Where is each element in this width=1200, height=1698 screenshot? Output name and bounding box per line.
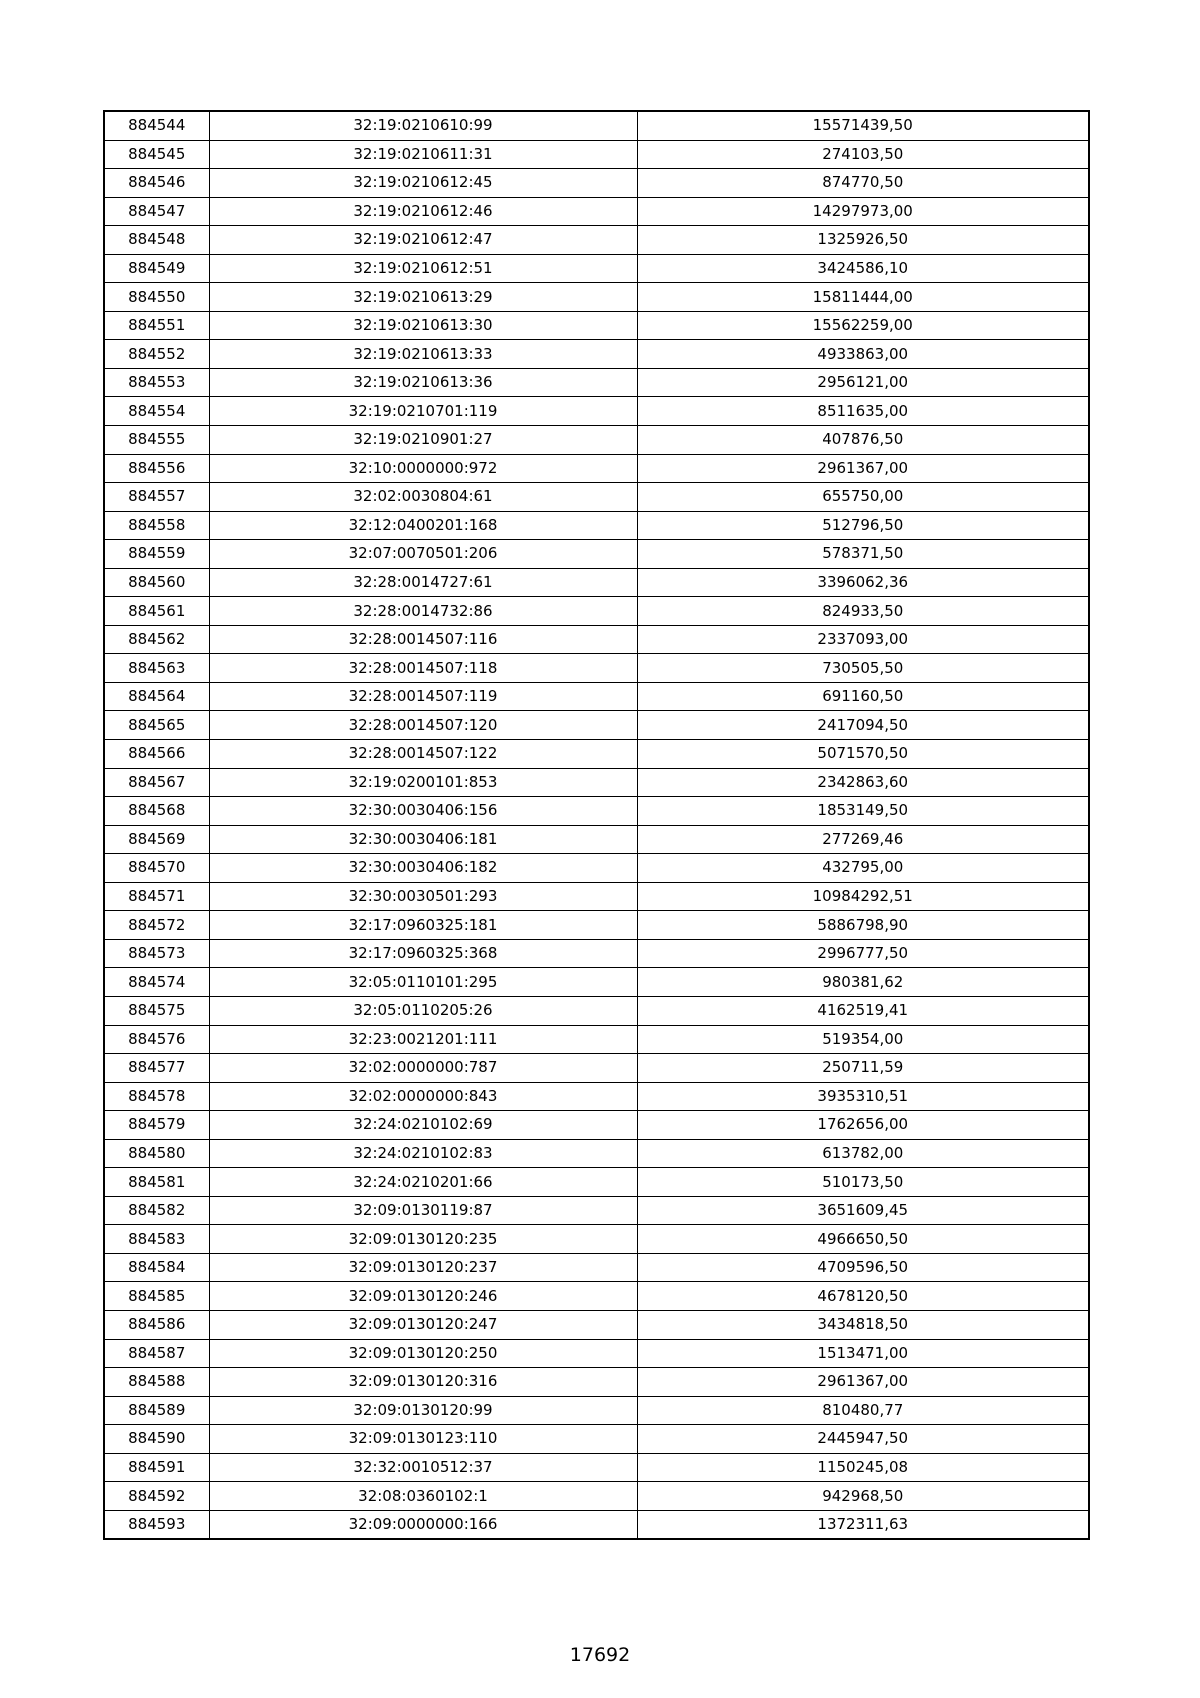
row-number-cell: 884592 xyxy=(104,1482,209,1511)
table-row xyxy=(104,283,1089,312)
row-number-cell: 884550 xyxy=(104,283,209,312)
cadastral-number-cell: 32:12:0400201:168 xyxy=(209,511,637,540)
cadastral-number-cell: 32:28:0014732:86 xyxy=(209,597,637,626)
row-number-cell: 884575 xyxy=(104,996,209,1025)
cadastral-value-cell: 432795,00 xyxy=(637,854,1089,883)
cadastral-value-cell: 519354,00 xyxy=(637,1025,1089,1054)
cadastral-number-cell: 32:19:0210613:29 xyxy=(209,283,637,312)
cadastral-value-cell: 2961367,00 xyxy=(637,1368,1089,1397)
cadastral-number-cell: 32:24:0210102:83 xyxy=(209,1139,637,1168)
table-row xyxy=(104,1082,1089,1111)
table-row xyxy=(104,511,1089,540)
cadastral-number-cell: 32:09:0130123:110 xyxy=(209,1425,637,1454)
cadastral-value-cell: 4162519,41 xyxy=(637,996,1089,1025)
cadastral-number-cell: 32:30:0030406:182 xyxy=(209,854,637,883)
row-number-cell: 884546 xyxy=(104,169,209,198)
cadastral-number-cell: 32:09:0000000:166 xyxy=(209,1510,637,1539)
cadastral-number-cell: 32:19:0210611:31 xyxy=(209,140,637,169)
row-number-cell: 884573 xyxy=(104,939,209,968)
row-number-cell: 884571 xyxy=(104,882,209,911)
cadastral-value-cell: 1853149,50 xyxy=(637,797,1089,826)
cadastral-number-cell: 32:09:0130120:250 xyxy=(209,1339,637,1368)
cadastral-number-cell: 32:24:0210102:69 xyxy=(209,1111,637,1140)
row-number-cell: 884586 xyxy=(104,1310,209,1339)
cadastral-number-cell: 32:28:0014507:116 xyxy=(209,625,637,654)
table-row xyxy=(104,568,1089,597)
table-row xyxy=(104,682,1089,711)
table-row xyxy=(104,483,1089,512)
table-row xyxy=(104,996,1089,1025)
cadastral-value-table xyxy=(103,110,1090,1540)
cadastral-number-cell: 32:30:0030406:181 xyxy=(209,825,637,854)
table-row xyxy=(104,797,1089,826)
row-number-cell: 884572 xyxy=(104,911,209,940)
table-row xyxy=(104,740,1089,769)
row-number-cell: 884576 xyxy=(104,1025,209,1054)
row-number-cell: 884579 xyxy=(104,1111,209,1140)
table-row xyxy=(104,1310,1089,1339)
row-number-cell: 884552 xyxy=(104,340,209,369)
cadastral-value-cell: 512796,50 xyxy=(637,511,1089,540)
table-row xyxy=(104,939,1089,968)
table-row xyxy=(104,854,1089,883)
table-row xyxy=(104,1510,1089,1539)
table-row xyxy=(104,226,1089,255)
table-row xyxy=(104,711,1089,740)
cadastral-value-cell: 3424586,10 xyxy=(637,254,1089,283)
table-row xyxy=(104,825,1089,854)
row-number-cell: 884547 xyxy=(104,197,209,226)
cadastral-value-cell: 613782,00 xyxy=(637,1139,1089,1168)
row-number-cell: 884553 xyxy=(104,368,209,397)
table-row xyxy=(104,368,1089,397)
table-row xyxy=(104,540,1089,569)
cadastral-number-cell: 32:19:0210612:47 xyxy=(209,226,637,255)
cadastral-value-cell: 2337093,00 xyxy=(637,625,1089,654)
cadastral-value-cell: 2445947,50 xyxy=(637,1425,1089,1454)
cadastral-number-cell: 32:02:0000000:787 xyxy=(209,1054,637,1083)
table-row xyxy=(104,597,1089,626)
row-number-cell: 884577 xyxy=(104,1054,209,1083)
table-row xyxy=(104,397,1089,426)
cadastral-number-cell: 32:19:0200101:853 xyxy=(209,768,637,797)
cadastral-value-cell: 1513471,00 xyxy=(637,1339,1089,1368)
cadastral-value-cell: 691160,50 xyxy=(637,682,1089,711)
table-body xyxy=(104,111,1089,1539)
row-number-cell: 884585 xyxy=(104,1282,209,1311)
cadastral-number-cell: 32:09:0130120:247 xyxy=(209,1310,637,1339)
table-row xyxy=(104,1425,1089,1454)
table-row xyxy=(104,1196,1089,1225)
table-row xyxy=(104,1111,1089,1140)
table-row xyxy=(104,1253,1089,1282)
cadastral-number-cell: 32:02:0000000:843 xyxy=(209,1082,637,1111)
cadastral-number-cell: 32:28:0014507:122 xyxy=(209,740,637,769)
row-number-cell: 884570 xyxy=(104,854,209,883)
table-row xyxy=(104,654,1089,683)
cadastral-value-cell: 874770,50 xyxy=(637,169,1089,198)
table-row xyxy=(104,882,1089,911)
cadastral-value-cell: 3396062,36 xyxy=(637,568,1089,597)
table-row xyxy=(104,340,1089,369)
cadastral-value-cell: 655750,00 xyxy=(637,483,1089,512)
table-row xyxy=(104,1139,1089,1168)
row-number-cell: 884590 xyxy=(104,1425,209,1454)
row-number-cell: 884558 xyxy=(104,511,209,540)
cadastral-number-cell: 32:08:0360102:1 xyxy=(209,1482,637,1511)
row-number-cell: 884563 xyxy=(104,654,209,683)
row-number-cell: 884565 xyxy=(104,711,209,740)
cadastral-value-cell: 15562259,00 xyxy=(637,311,1089,340)
cadastral-number-cell: 32:28:0014727:61 xyxy=(209,568,637,597)
table-row xyxy=(104,1054,1089,1083)
cadastral-number-cell: 32:19:0210613:33 xyxy=(209,340,637,369)
row-number-cell: 884554 xyxy=(104,397,209,426)
table-row xyxy=(104,454,1089,483)
cadastral-value-cell: 824933,50 xyxy=(637,597,1089,626)
cadastral-value-cell: 810480,77 xyxy=(637,1396,1089,1425)
cadastral-value-cell: 5071570,50 xyxy=(637,740,1089,769)
table-row xyxy=(104,1282,1089,1311)
cadastral-value-cell: 980381,62 xyxy=(637,968,1089,997)
cadastral-value-cell: 4678120,50 xyxy=(637,1282,1089,1311)
table-row xyxy=(104,311,1089,340)
row-number-cell: 884561 xyxy=(104,597,209,626)
cadastral-value-cell: 4933863,00 xyxy=(637,340,1089,369)
cadastral-value-cell: 942968,50 xyxy=(637,1482,1089,1511)
cadastral-value-cell: 3434818,50 xyxy=(637,1310,1089,1339)
table-row xyxy=(104,911,1089,940)
cadastral-number-cell: 32:19:0210612:46 xyxy=(209,197,637,226)
cadastral-number-cell: 32:24:0210201:66 xyxy=(209,1168,637,1197)
row-number-cell: 884587 xyxy=(104,1339,209,1368)
cadastral-value-cell: 274103,50 xyxy=(637,140,1089,169)
row-number-cell: 884568 xyxy=(104,797,209,826)
cadastral-value-cell: 8511635,00 xyxy=(637,397,1089,426)
cadastral-number-cell: 32:19:0210701:119 xyxy=(209,397,637,426)
page-number: 17692 xyxy=(569,1644,631,1666)
row-number-cell: 884569 xyxy=(104,825,209,854)
table-row xyxy=(104,1482,1089,1511)
row-number-cell: 884593 xyxy=(104,1510,209,1539)
table-row xyxy=(104,111,1089,140)
row-number-cell: 884582 xyxy=(104,1196,209,1225)
cadastral-value-cell: 2417094,50 xyxy=(637,711,1089,740)
cadastral-number-cell: 32:19:0210612:51 xyxy=(209,254,637,283)
row-number-cell: 884548 xyxy=(104,226,209,255)
cadastral-number-cell: 32:28:0014507:119 xyxy=(209,682,637,711)
row-number-cell: 884588 xyxy=(104,1368,209,1397)
cadastral-number-cell: 32:28:0014507:118 xyxy=(209,654,637,683)
table-row xyxy=(104,197,1089,226)
cadastral-number-cell: 32:19:0210901:27 xyxy=(209,426,637,455)
cadastral-number-cell: 32:09:0130120:235 xyxy=(209,1225,637,1254)
cadastral-number-cell: 32:05:0110101:295 xyxy=(209,968,637,997)
cadastral-value-cell: 5886798,90 xyxy=(637,911,1089,940)
row-number-cell: 884560 xyxy=(104,568,209,597)
row-number-cell: 884589 xyxy=(104,1396,209,1425)
row-number-cell: 884557 xyxy=(104,483,209,512)
table-row xyxy=(104,1025,1089,1054)
cadastral-value-cell: 277269,46 xyxy=(637,825,1089,854)
cadastral-value-cell: 4966650,50 xyxy=(637,1225,1089,1254)
cadastral-number-cell: 32:09:0130120:99 xyxy=(209,1396,637,1425)
table-row xyxy=(104,1368,1089,1397)
cadastral-number-cell: 32:05:0110205:26 xyxy=(209,996,637,1025)
cadastral-value-cell: 1372311,63 xyxy=(637,1510,1089,1539)
table-row xyxy=(104,140,1089,169)
cadastral-number-cell: 32:19:0210610:99 xyxy=(209,111,637,140)
cadastral-number-cell: 32:17:0960325:368 xyxy=(209,939,637,968)
cadastral-number-cell: 32:32:0010512:37 xyxy=(209,1453,637,1482)
row-number-cell: 884581 xyxy=(104,1168,209,1197)
cadastral-value-cell: 3651609,45 xyxy=(637,1196,1089,1225)
cadastral-value-cell: 2342863,60 xyxy=(637,768,1089,797)
cadastral-value-cell: 1762656,00 xyxy=(637,1111,1089,1140)
cadastral-number-cell: 32:09:0130119:87 xyxy=(209,1196,637,1225)
cadastral-number-cell: 32:19:0210613:30 xyxy=(209,311,637,340)
table-row xyxy=(104,768,1089,797)
table-row xyxy=(104,254,1089,283)
cadastral-number-cell: 32:09:0130120:316 xyxy=(209,1368,637,1397)
cadastral-number-cell: 32:30:0030406:156 xyxy=(209,797,637,826)
cadastral-value-cell: 510173,50 xyxy=(637,1168,1089,1197)
cadastral-value-cell: 2956121,00 xyxy=(637,368,1089,397)
cadastral-value-cell: 10984292,51 xyxy=(637,882,1089,911)
cadastral-number-cell: 32:19:0210613:36 xyxy=(209,368,637,397)
cadastral-value-cell: 14297973,00 xyxy=(637,197,1089,226)
cadastral-value-cell: 250711,59 xyxy=(637,1054,1089,1083)
table-row xyxy=(104,426,1089,455)
cadastral-number-cell: 32:10:0000000:972 xyxy=(209,454,637,483)
row-number-cell: 884559 xyxy=(104,540,209,569)
table-row xyxy=(104,1396,1089,1425)
cadastral-number-cell: 32:17:0960325:181 xyxy=(209,911,637,940)
row-number-cell: 884584 xyxy=(104,1253,209,1282)
cadastral-number-cell: 32:07:0070501:206 xyxy=(209,540,637,569)
row-number-cell: 884555 xyxy=(104,426,209,455)
row-number-cell: 884551 xyxy=(104,311,209,340)
cadastral-value-cell: 407876,50 xyxy=(637,426,1089,455)
cadastral-value-cell: 2996777,50 xyxy=(637,939,1089,968)
cadastral-number-cell: 32:02:0030804:61 xyxy=(209,483,637,512)
cadastral-value-cell: 730505,50 xyxy=(637,654,1089,683)
cadastral-value-cell: 1150245,08 xyxy=(637,1453,1089,1482)
table-row xyxy=(104,169,1089,198)
row-number-cell: 884549 xyxy=(104,254,209,283)
table-row xyxy=(104,1168,1089,1197)
cadastral-value-cell: 578371,50 xyxy=(637,540,1089,569)
table-row xyxy=(104,968,1089,997)
cadastral-number-cell: 32:23:0021201:111 xyxy=(209,1025,637,1054)
table-row xyxy=(104,1225,1089,1254)
table-row xyxy=(104,1339,1089,1368)
cadastral-value-cell: 1325926,50 xyxy=(637,226,1089,255)
row-number-cell: 884544 xyxy=(104,111,209,140)
cadastral-number-cell: 32:28:0014507:120 xyxy=(209,711,637,740)
cadastral-number-cell: 32:30:0030501:293 xyxy=(209,882,637,911)
table-row xyxy=(104,625,1089,654)
cadastral-value-cell: 4709596,50 xyxy=(637,1253,1089,1282)
cadastral-number-cell: 32:19:0210612:45 xyxy=(209,169,637,198)
cadastral-value-cell: 15571439,50 xyxy=(637,111,1089,140)
row-number-cell: 884545 xyxy=(104,140,209,169)
row-number-cell: 884566 xyxy=(104,740,209,769)
row-number-cell: 884556 xyxy=(104,454,209,483)
table-row xyxy=(104,1453,1089,1482)
cadastral-value-cell: 15811444,00 xyxy=(637,283,1089,312)
cadastral-value-cell: 3935310,51 xyxy=(637,1082,1089,1111)
row-number-cell: 884578 xyxy=(104,1082,209,1111)
row-number-cell: 884562 xyxy=(104,625,209,654)
cadastral-number-cell: 32:09:0130120:237 xyxy=(209,1253,637,1282)
cadastral-value-cell: 2961367,00 xyxy=(637,454,1089,483)
row-number-cell: 884591 xyxy=(104,1453,209,1482)
row-number-cell: 884583 xyxy=(104,1225,209,1254)
row-number-cell: 884574 xyxy=(104,968,209,997)
row-number-cell: 884567 xyxy=(104,768,209,797)
cadastral-number-cell: 32:09:0130120:246 xyxy=(209,1282,637,1311)
row-number-cell: 884580 xyxy=(104,1139,209,1168)
row-number-cell: 884564 xyxy=(104,682,209,711)
